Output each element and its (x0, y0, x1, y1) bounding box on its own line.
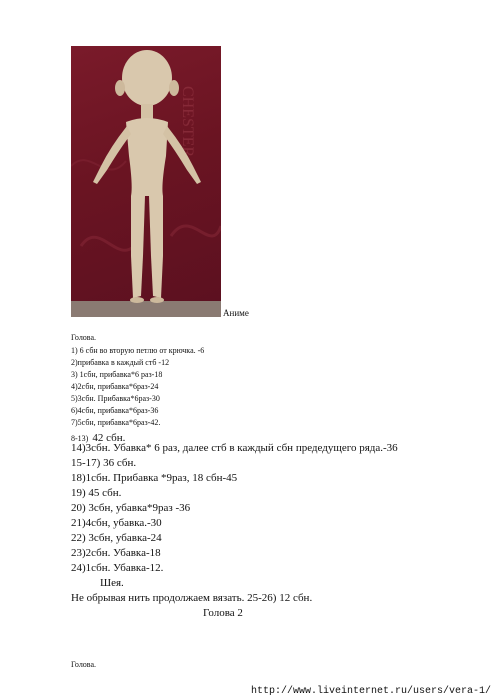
pattern-row: 21)4сбн, убавка.-30 (71, 517, 162, 529)
pattern-row: 20) 3сбн, убавка*9раз -36 (71, 502, 191, 514)
pattern-row: 15-17) 36 сбн. (71, 457, 137, 469)
pattern-row: 19) 45 сбн. (71, 487, 122, 499)
pattern-row: 23)2сбн. Убавка-18 (71, 547, 161, 559)
section2-title: Голова 2 (203, 607, 243, 619)
section2-heading: Голова. (71, 660, 97, 669)
pattern-row: 24)1сбн. Убавка-12. (71, 562, 164, 574)
pattern-row: 3) 1сбн, прибавка*6 раз-18 (71, 370, 163, 379)
section-heading: Голова. (71, 333, 97, 342)
row-number: 8-13) (71, 434, 89, 443)
pattern-row: 7)5сбн, прибавка*6раз-42. (71, 418, 161, 427)
neck-heading: Шея. (100, 577, 124, 589)
row-text: 42 сбн. (92, 432, 126, 444)
doll-photo (71, 46, 221, 317)
pattern-row: 6)4сбн, прибавка*6раз-36 (71, 406, 159, 415)
svg-text:CHESTER: CHESTER (179, 86, 196, 158)
pattern-row: 18)1сбн. Прибавка *9раз, 18 сбн-45 (71, 472, 238, 484)
pattern-row: 1) 6 сбн во вторую петлю от крючка. -6 (71, 346, 205, 355)
pattern-row: 5)3сбн. Прибавка*6раз-30 (71, 394, 160, 403)
crochet-doll-image (71, 46, 221, 317)
pattern-row: 14)3сбн. Убавка* 6 раз, далее стб в каждый сбн предедущего ряда.-36 (71, 442, 398, 454)
source-url[interactable]: http://www.liveinternet.ru/users/vera-1/ (250, 686, 491, 697)
continue-line: Не обрывая нить продолжаем вязать. 25-26) 12 сбн. (71, 592, 313, 604)
pattern-row: 4)2сбн, прибавка*6раз-24 (71, 382, 159, 391)
pattern-row: 2)прибавка в каждый стб -12 (71, 358, 170, 367)
pattern-row: 22) 3сбн, убавка-24 (71, 532, 162, 544)
photo-caption: Аниме (223, 308, 249, 318)
